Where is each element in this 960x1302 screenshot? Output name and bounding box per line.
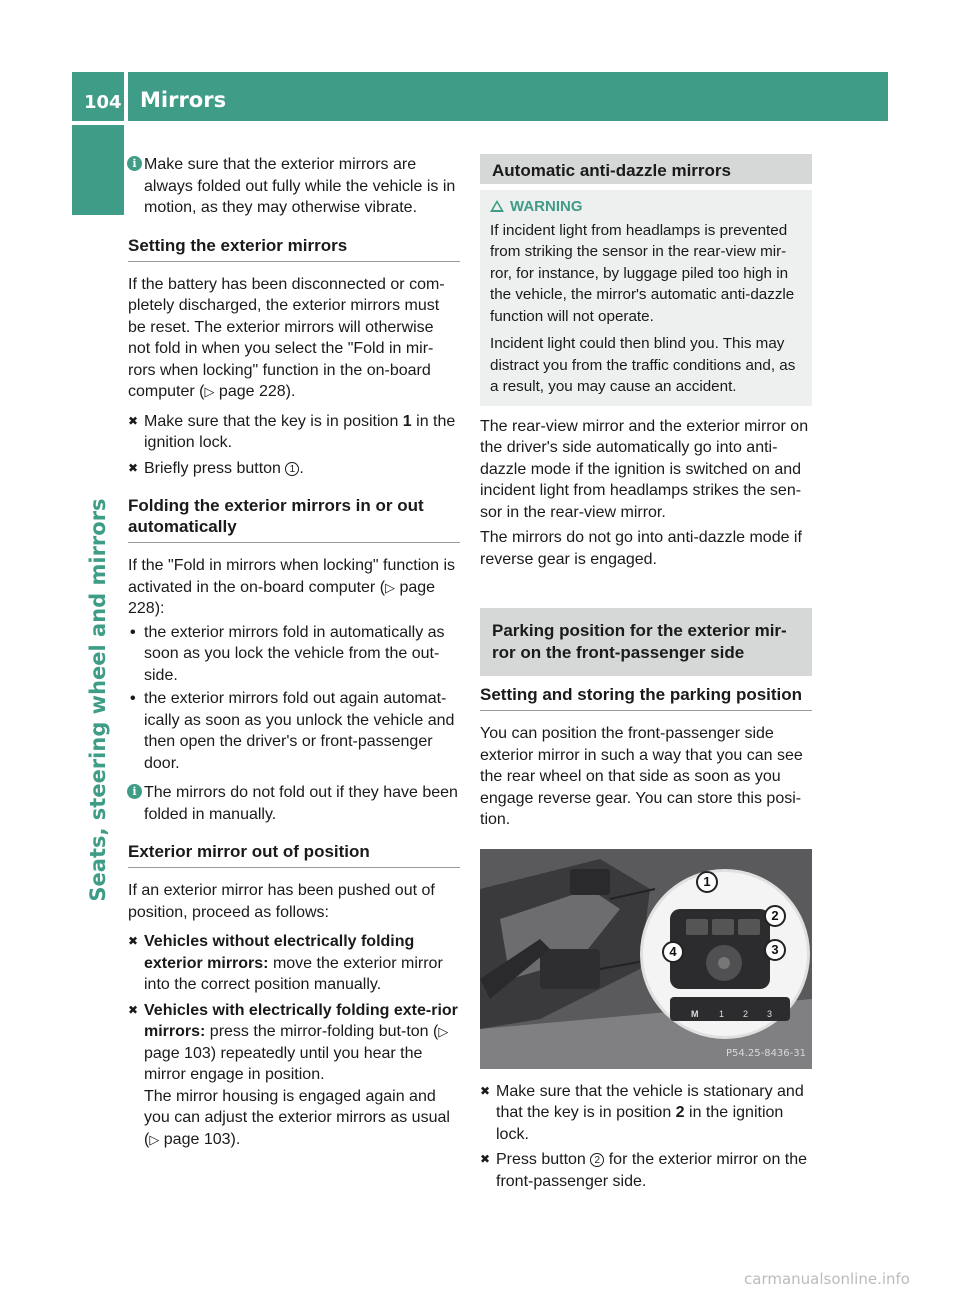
heading-mirror-out-of-position: Exterior mirror out of position: [128, 841, 460, 868]
memory-button: 3: [767, 1008, 773, 1019]
header-bar: [128, 72, 888, 121]
memory-button: 1: [719, 1008, 725, 1019]
page-reference[interactable]: page 228: [128, 578, 436, 617]
info-icon: i: [127, 784, 142, 799]
page-ref-arrow-icon: ▷: [385, 579, 396, 595]
instruction-step: ✖ Vehicles without electrically folding exterior mirrors: move the exterior mirror into the correct position manually.: [128, 933, 443, 993]
paragraph: The mirrors do not go into anti-dazzle mode if reverse gear is engaged.: [480, 529, 802, 568]
figure-code: P54.25-8436-31: [725, 1048, 806, 1059]
warning-text: Incident light could then blind you. This may distract you from the traffic conditions and, as a result, you may cause an accident.: [490, 335, 796, 395]
callout-2: 2: [764, 905, 786, 927]
right-column: [480, 154, 812, 1196]
paragraph: The rear-view mirror and the exterior mirror on the driver's side automatically go into anti-dazzle mode if the ignition is switched on and incident light from headlamps strikes the sen-sor in the rear-view mirror.: [480, 417, 809, 521]
step-arrow-icon: ✖: [480, 1152, 491, 1166]
chapter-tab-label: Seats, steering wheel and mirrors: [86, 498, 110, 902]
heading-anti-dazzle: Automatic anti-dazzle mirrors: [480, 154, 812, 184]
memory-button: M: [691, 1008, 699, 1019]
heading-folding-mirrors: Folding the exterior mirrors in or out automatically: [128, 495, 460, 543]
heading-setting-parking-position: Setting and storing the parking position: [480, 684, 812, 711]
info-icon: i: [127, 156, 142, 171]
instruction-step: ✖ Make sure that the key is in position 1 in the ignition lock.: [128, 412, 456, 451]
info-note: i Make sure that the exterior mirrors are always folded out fully while the vehicle is in motion, as they may otherwise vibrate.: [128, 154, 460, 219]
callout-3: 3: [764, 939, 786, 961]
step-arrow-icon: ✖: [128, 460, 139, 475]
button-callout: 2: [590, 1153, 604, 1167]
mirror-switch-figure: [480, 849, 812, 1069]
warning-title: WARNING: [510, 198, 583, 215]
instruction-step: ✖ Vehicles with electrically folding exte-rior mirrors: press the mirror-folding but-ton (▷ page 103) repeatedly until you hear the mirror engage in position. The mirror housing is engaged again and you can adjust the exterior mirrors as usual (▷ page 103).: [128, 1001, 458, 1148]
memory-button: 2: [743, 1008, 749, 1019]
page-number: 104: [84, 92, 122, 113]
heading-setting-mirrors: Setting the exterior mirrors: [128, 235, 460, 262]
instruction-step: ✖ Briefly press button 1 .: [128, 458, 460, 480]
page-ref-arrow-icon: ▷: [149, 1131, 160, 1147]
watermark: carmanualsonline.info: [744, 1270, 910, 1288]
step-arrow-icon: ✖: [128, 934, 139, 948]
paragraph: If an exterior mirror has been pushed out of position, proceed as follows:: [128, 882, 435, 921]
page-reference[interactable]: page 103: [163, 1130, 231, 1148]
button-callout: 1: [285, 462, 299, 476]
section-title: Mirrors: [140, 88, 227, 112]
side-tab-marker: [72, 125, 124, 215]
callout-1: 1: [696, 871, 718, 893]
list-item: • the exterior mirrors fold out again automat-ically as soon as you unlock the vehicle and then open the driver's or front-passenger door.: [130, 690, 455, 772]
step-arrow-icon: ✖: [128, 413, 139, 428]
step-arrow-icon: ✖: [480, 1083, 491, 1098]
instruction-step: ✖ Make sure that the vehicle is stationary and that the key is in position 2 in the ignition lock.: [480, 1082, 804, 1143]
warning-box: [480, 190, 812, 406]
callout-4: 4: [662, 941, 684, 963]
page-ref-arrow-icon: ▷: [204, 384, 215, 399]
paragraph: If the "Fold in mirrors when locking" function is activated in the on-board computer (▷ page 228):: [128, 557, 456, 617]
step-arrow-icon: ✖: [128, 1002, 139, 1017]
paragraph: You can position the front-passenger side exterior mirror in such a way that you can see the rear wheel on that side as soon as you engage reverse gear. You can store this posi-tion.: [480, 725, 803, 828]
list-item: • the exterior mirrors fold in automatically as soon as you lock the vehicle from the out-side.: [130, 623, 445, 684]
warning-text: If incident light from headlamps is prevented from striking the sensor in the rear-view mir-ror, for instance, by luggage piled too high in the vehicle, the mirror's automatic anti-dazzle function will not operate.: [490, 221, 795, 325]
page-reference[interactable]: page 228: [218, 383, 286, 400]
page-reference[interactable]: page 103: [144, 1044, 211, 1062]
info-note: i The mirrors do not fold out if they have been folded in manually.: [128, 782, 460, 825]
heading-parking-position: Parking position for the exterior mir-ror on the front-passenger side: [480, 608, 812, 676]
left-column: [128, 154, 460, 1154]
warning-icon: [490, 200, 504, 212]
paragraph: If the battery has been disconnected or com-pletely discharged, the exterior mirrors must be reset. The exterior mirrors will otherwise not fold in when you select the "Fold in mir-rors when locking" function in the on-board computer (▷ page 228).: [128, 275, 445, 400]
page-ref-arrow-icon: ▷: [438, 1024, 449, 1039]
instruction-step: ✖ Press button 2 for the exterior mirror on the front-passenger side.: [480, 1151, 808, 1190]
